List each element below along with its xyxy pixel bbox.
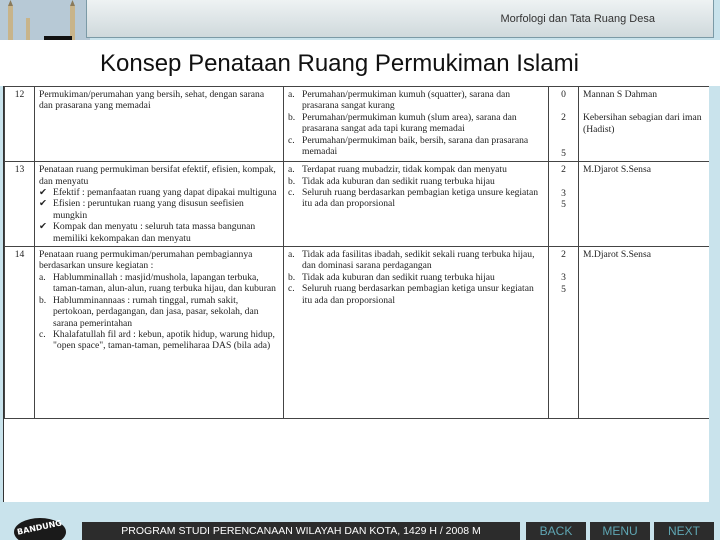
option-item: a. Tidak ada fasilitas ibadah, sedikit sekali ruang terbuka hijau, dan dominasi sarana perdagangan: [288, 249, 535, 272]
logo-text: BANDUNG: [16, 518, 63, 537]
table-row: [5, 87, 710, 162]
option-item: c. Seluruh ruang berdasarkan pembagian ketiga unsur kegiatan itu ada dan proporsional: [288, 283, 534, 306]
source: M.Djarot S.Sensa: [579, 162, 710, 247]
option-item: a. Terdapat ruang mubadzir, tidak kompak dan menyatu: [288, 164, 507, 176]
source: M.Djarot S.Sensa: [579, 247, 710, 419]
table-row: [5, 247, 710, 419]
back-button[interactable]: BACK: [526, 522, 586, 540]
page-title: Konsep Penataan Ruang Permukiman Islami: [100, 50, 579, 77]
criteria-statement: Penataan ruang permukiman/perumahan pembagiannya berdasarkan unsure kegiatan : a. Hablumminallah : masjid/mushola, lapangan terbuka, taman-taman, alun-alun, ruang terbuka hijau, dan kuburan b. Hablumminannaas : rumah tinggal, rumah sakit, pertokoan, perdagangan, dan jasa, pasar, sekolah, dan sarana pemerintahan c. Khalafatullah fil ard : kebun, apotik hidup, warung hidup, "open space", taman-taman, pemeliharaa DAS (bila ada): [35, 247, 284, 419]
option-item: b. Tidak ada kuburan dan sedikit ruang terbuka hijau: [288, 271, 495, 283]
program-footer: PROGRAM STUDI PERENCANAAN WILAYAH DAN KOTA, 1429 H / 2008 M: [82, 522, 520, 540]
menu-button[interactable]: MENU: [590, 522, 650, 540]
check-bullet: ✔ Efektif : pemanfaatan ruang yang dapat dipakai multiguna: [39, 187, 277, 199]
criteria-table-container: [3, 86, 709, 502]
list-item: c. Khalafatullah fil ard : kebun, apotik hidup, warung hidup, "open space", taman-taman, pemeliharaa DAS (bila ada): [39, 328, 275, 352]
deck-title: Morfologi dan Tata Ruang Desa: [500, 13, 655, 25]
option-item: b. Tidak ada kuburan dan sedikit ruang terbuka hijau: [288, 175, 495, 187]
table-row: [5, 162, 710, 247]
criteria-statement: Permukiman/perumahan yang bersih, sehat, dengan sarana dan prasarana yang memadai: [35, 87, 284, 162]
option-item: a. Perumahan/permukiman kumuh (squatter), sarana dan prasarana sangat kurang: [288, 89, 511, 112]
criteria-options: [284, 87, 549, 162]
scores: 0 2 5: [549, 87, 579, 162]
criteria-table: [4, 86, 709, 419]
option-item: b. Perumahan/permukiman kumuh (slum area), sarana dan prasarana sangat ada tapi kurang memadai: [288, 111, 517, 135]
row-number: 14: [5, 247, 35, 419]
list-item: b. Hablumminannaas : rumah tinggal, rumah sakit, pertokoan, perdagangan, dan jasa, pasar, sekolah, dan sarana pemerintahan: [39, 294, 259, 329]
check-bullet: ✔ Kompak dan menyatu : seluruh tata massa bangunan memiliki kekompakan dan menyatu: [39, 221, 256, 244]
scores: 2 3 5: [549, 247, 579, 419]
scores: 2 3 5: [549, 162, 579, 247]
check-bullet: ✔ Efisien : peruntukan ruang yang disusun seefisien mungkin: [39, 198, 244, 221]
option-item: c. Perumahan/permukiman baik, bersih, sarana dan prasarana memadai: [288, 134, 529, 158]
deck-title-box: [86, 0, 714, 38]
criteria-statement: Penataan ruang permukiman bersifat efektif, efisien, kompak, dan menyatu ✔ Efektif : pemanfaatan ruang yang dapat dipakai multiguna ✔ Efisien : peruntukan ruang yang disusun seefisien mungkin ✔ Kompak dan menyatu : seluruh tata massa bangunan memiliki kekompakan dan menyatu: [35, 162, 284, 247]
row-number: 13: [5, 162, 35, 247]
next-button[interactable]: NEXT: [654, 522, 714, 540]
source: Mannan S Dahman Kebersihan sebagian dari iman (Hadist): [579, 87, 710, 162]
list-item: a. Hablumminallah : masjid/mushola, lapangan terbuka, taman-taman, alun-alun, ruang terbuka hijau, dan kuburan: [39, 271, 276, 295]
criteria-options: [284, 247, 549, 419]
bandung-logo: [10, 506, 70, 540]
option-item: c. Seluruh ruang berdasarkan pembagian ketiga unsure kegiatan itu ada dan proporsional: [288, 187, 539, 210]
criteria-options: [284, 162, 549, 247]
row-number: 12: [5, 87, 35, 162]
